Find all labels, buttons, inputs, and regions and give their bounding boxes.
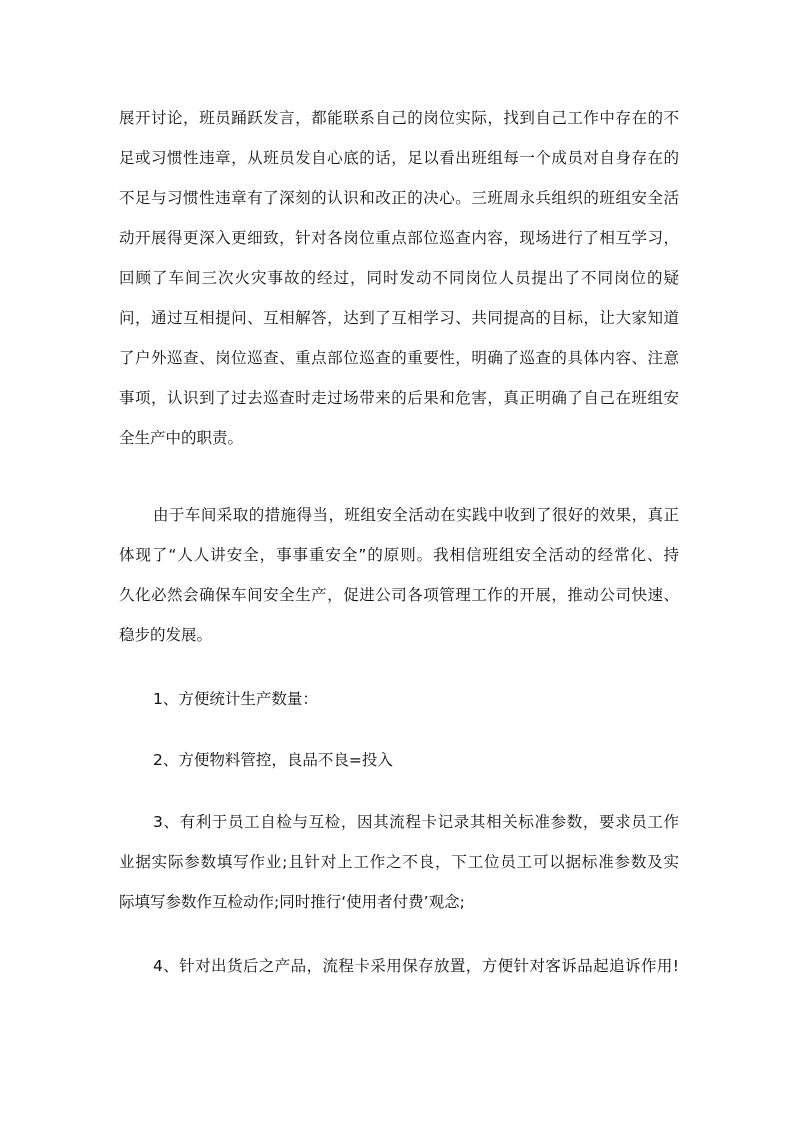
text-line: 由于车间采取的措施得当，班组安全活动在实践中收到了很好的效果，真正 (153, 506, 679, 524)
text-line: 4、针对出货后之产品，流程卡采用保存放置，方便针对客诉品起追诉作用! (153, 957, 679, 975)
text-line: 2、方便物料管控，良品不良=投入 (153, 751, 393, 769)
text-line: 全生产中的职责。 (119, 429, 244, 447)
text-line: 业据实际参数填写作业;且针对上工作之不良，下工位员工可以据标准参数及实 (119, 853, 679, 871)
text-line: 动开展得更深入更细致，针对各岗位重点部位巡查内容，现场进行了相互学习， (119, 229, 679, 247)
text-line: 展开讨论，班员踊跃发言，都能联系自己的岗位实际，找到自己工作中存在的不 (119, 109, 679, 127)
text-line: 足或习惯性违章，从班员发自心底的话，足以看出班组每一个成员对自身存在的 (119, 149, 679, 167)
text-line: 稳步的发展。 (119, 626, 213, 644)
text-line: 3、有利于员工自检与互检，因其流程卡记录其相关标准参数，要求员工作 (153, 813, 679, 831)
text-line: 了户外巡查、岗位巡查、重点部位巡查的重要性，明确了巡查的具体内容、注意 (119, 349, 679, 367)
text-line: 际填写参数作互检动作;同时推行‘使用者付费’观念; (119, 893, 465, 911)
text-line: 回顾了车间三次火灾事故的经过，同时发动不同岗位人员提出了不同岗位的疑 (119, 269, 679, 287)
text-line: 体现了“人人讲安全，事事重安全”的原则。我相信班组安全活动的经常化、持 (119, 546, 679, 564)
text-line: 不足与习惯性违章有了深刻的认识和改正的决心。三班周永兵组织的班组安全活 (119, 189, 679, 207)
text-line: 问，通过互相提问、互相解答，达到了互相学习、共同提高的目标，让大家知道 (119, 309, 679, 327)
text-line: 久化必然会确保车间安全生产，促进公司各项管理工作的开展，推动公司快速、 (119, 586, 679, 604)
text-line: 事项，认识到了过去巡查时走过场带来的后果和危害，真正明确了自己在班组安 (119, 389, 679, 407)
text-line: 1、方便统计生产数量： (153, 690, 318, 708)
